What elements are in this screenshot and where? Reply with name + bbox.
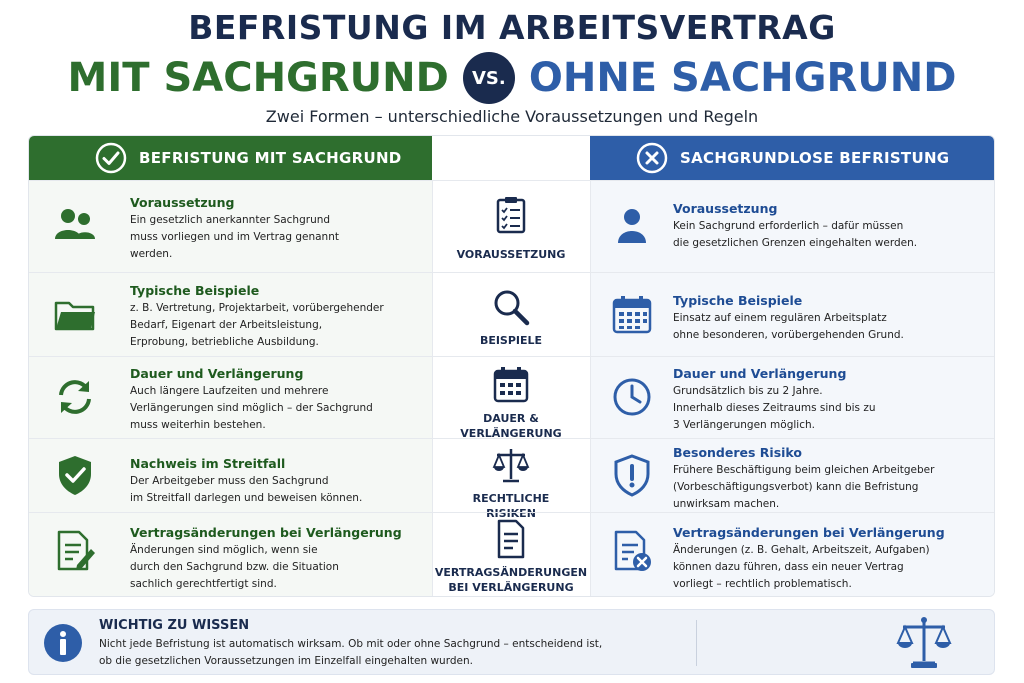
header — [0, 0, 1024, 134]
row-right-text: Änderungen (z. B. Gehalt, Arbeitszeit, Aufgaben) können dazu führen, dass ein neuer Vertrag vorliegt – rechtlich problematisch. — [673, 544, 930, 590]
subtitle: Zwei Formen – unterschiedliche Voraussetzungen und Regeln — [265, 107, 759, 126]
calendar-icon — [491, 365, 531, 405]
vs-badge: VS. — [463, 52, 515, 104]
row-left-text: Der Arbeitgeber muss den Sachgrund im Streitfall darlegen und beweisen können. — [130, 475, 363, 504]
info-icon — [43, 623, 83, 663]
row-right-title: Besonderes Risiko — [673, 445, 802, 460]
row-middle-label: RECHTLICHE RISIKEN — [432, 445, 590, 521]
row-right-title: Vertragsänderungen bei Verlängerung — [673, 525, 945, 540]
shield-alert-icon — [610, 453, 654, 497]
shield-check-icon — [53, 453, 97, 497]
page-title: BEFRISTUNG IM ARBEITSVERTRAG — [188, 8, 836, 47]
clipboard-checklist-icon — [491, 195, 531, 235]
row-left-title: Typische Beispiele — [130, 283, 260, 298]
column-header-right — [590, 136, 995, 180]
person-icon — [610, 205, 654, 249]
people-icon — [53, 203, 97, 247]
row-right-title: Dauer und Verlängerung — [673, 366, 847, 381]
row-left-title: Dauer und Verlängerung — [130, 366, 304, 381]
table-row — [29, 356, 995, 438]
row-left-text: z. B. Vertretung, Projektarbeit, vorübergehender Bedarf, Eigenart der Arbeitsleistung, Erprobung, betriebliche Ausbildung. — [130, 302, 384, 348]
row-left-text: Änderungen sind möglich, wenn sie durch den Sachgrund bzw. die Situation sachlich gerechtfertigt sind. — [130, 544, 339, 590]
row-right-title: Voraussetzung — [673, 201, 778, 216]
left-title: MIT SACHGRUND — [67, 55, 449, 101]
column-header-left-label: BEFRISTUNG MIT SACHGRUND — [139, 149, 402, 167]
document-x-icon — [610, 529, 654, 573]
table-row — [29, 438, 995, 520]
column-header-right-label: SACHGRUNDLOSE BEFRISTUNG — [680, 149, 950, 167]
row-left-text: Ein gesetzlich anerkannter Sachgrund muss vorliegen und im Vertrag genannt werden. — [130, 214, 339, 260]
info-box-title: WICHTIG ZU WISSEN — [99, 618, 250, 633]
row-right-text: Grundsätzlich bis zu 2 Jahre. Innerhalb dieses Zeitraums sind bis zu 3 Verlängerungen möglich. — [673, 385, 876, 431]
check-circle-icon — [95, 142, 127, 174]
magnifier-icon — [491, 287, 531, 327]
row-right-text: Kein Sachgrund erforderlich – dafür müssen die gesetzlichen Grenzen eingehalten werden. — [673, 220, 918, 249]
row-left-title: Nachweis im Streitfall — [130, 456, 286, 471]
right-title: OHNE SACHGRUND — [528, 55, 957, 101]
table-row — [29, 512, 995, 597]
table-row — [29, 272, 995, 356]
comparison-title — [0, 52, 1024, 104]
calendar-icon — [610, 293, 654, 337]
table-row — [29, 180, 995, 272]
info-box — [28, 609, 995, 675]
row-left-title: Voraussetzung — [130, 195, 235, 210]
scales-icon — [895, 615, 953, 671]
x-circle-icon — [636, 142, 668, 174]
scales-icon — [491, 445, 531, 485]
document-icon — [491, 519, 531, 559]
row-middle-label: BEISPIELE — [432, 287, 590, 348]
divider — [696, 620, 697, 666]
folder-icon — [53, 293, 97, 337]
row-right-text: Einsatz auf einem regulären Arbeitsplatz ohne besonderen, vorübergehenden Grund. — [673, 312, 904, 341]
row-right-title: Typische Beispiele — [673, 293, 803, 308]
row-middle-label: VERTRAGSÄNDERUNGEN BEI VERLÄNGERUNG — [432, 519, 590, 595]
comparison-table — [28, 135, 995, 597]
refresh-arrows-icon — [53, 375, 97, 419]
clock-icon — [610, 375, 654, 419]
document-edit-icon — [53, 529, 97, 573]
column-header-left — [29, 136, 432, 180]
row-middle-label: DAUER & VERLÄNGERUNG — [432, 365, 590, 441]
row-left-title: Vertragsänderungen bei Verlängerung — [130, 525, 402, 540]
info-box-text: Nicht jede Befristung ist automatisch wirksam. Ob mit oder ohne Sachgrund – entscheidend ist, ob die gesetzlichen Voraussetzungen im Einzelfall eingehalten wurden. — [99, 638, 603, 667]
row-left-text: Auch längere Laufzeiten und mehrere Verlängerungen sind möglich – der Sachgrund muss weiterhin bestehen. — [130, 385, 373, 431]
row-right-text: Frühere Beschäftigung beim gleichen Arbeitgeber (Vorbeschäftigungsverbot) kann die Befristung unwirksam machen. — [673, 464, 935, 510]
row-middle-label: VORAUSSETZUNG — [432, 195, 590, 262]
